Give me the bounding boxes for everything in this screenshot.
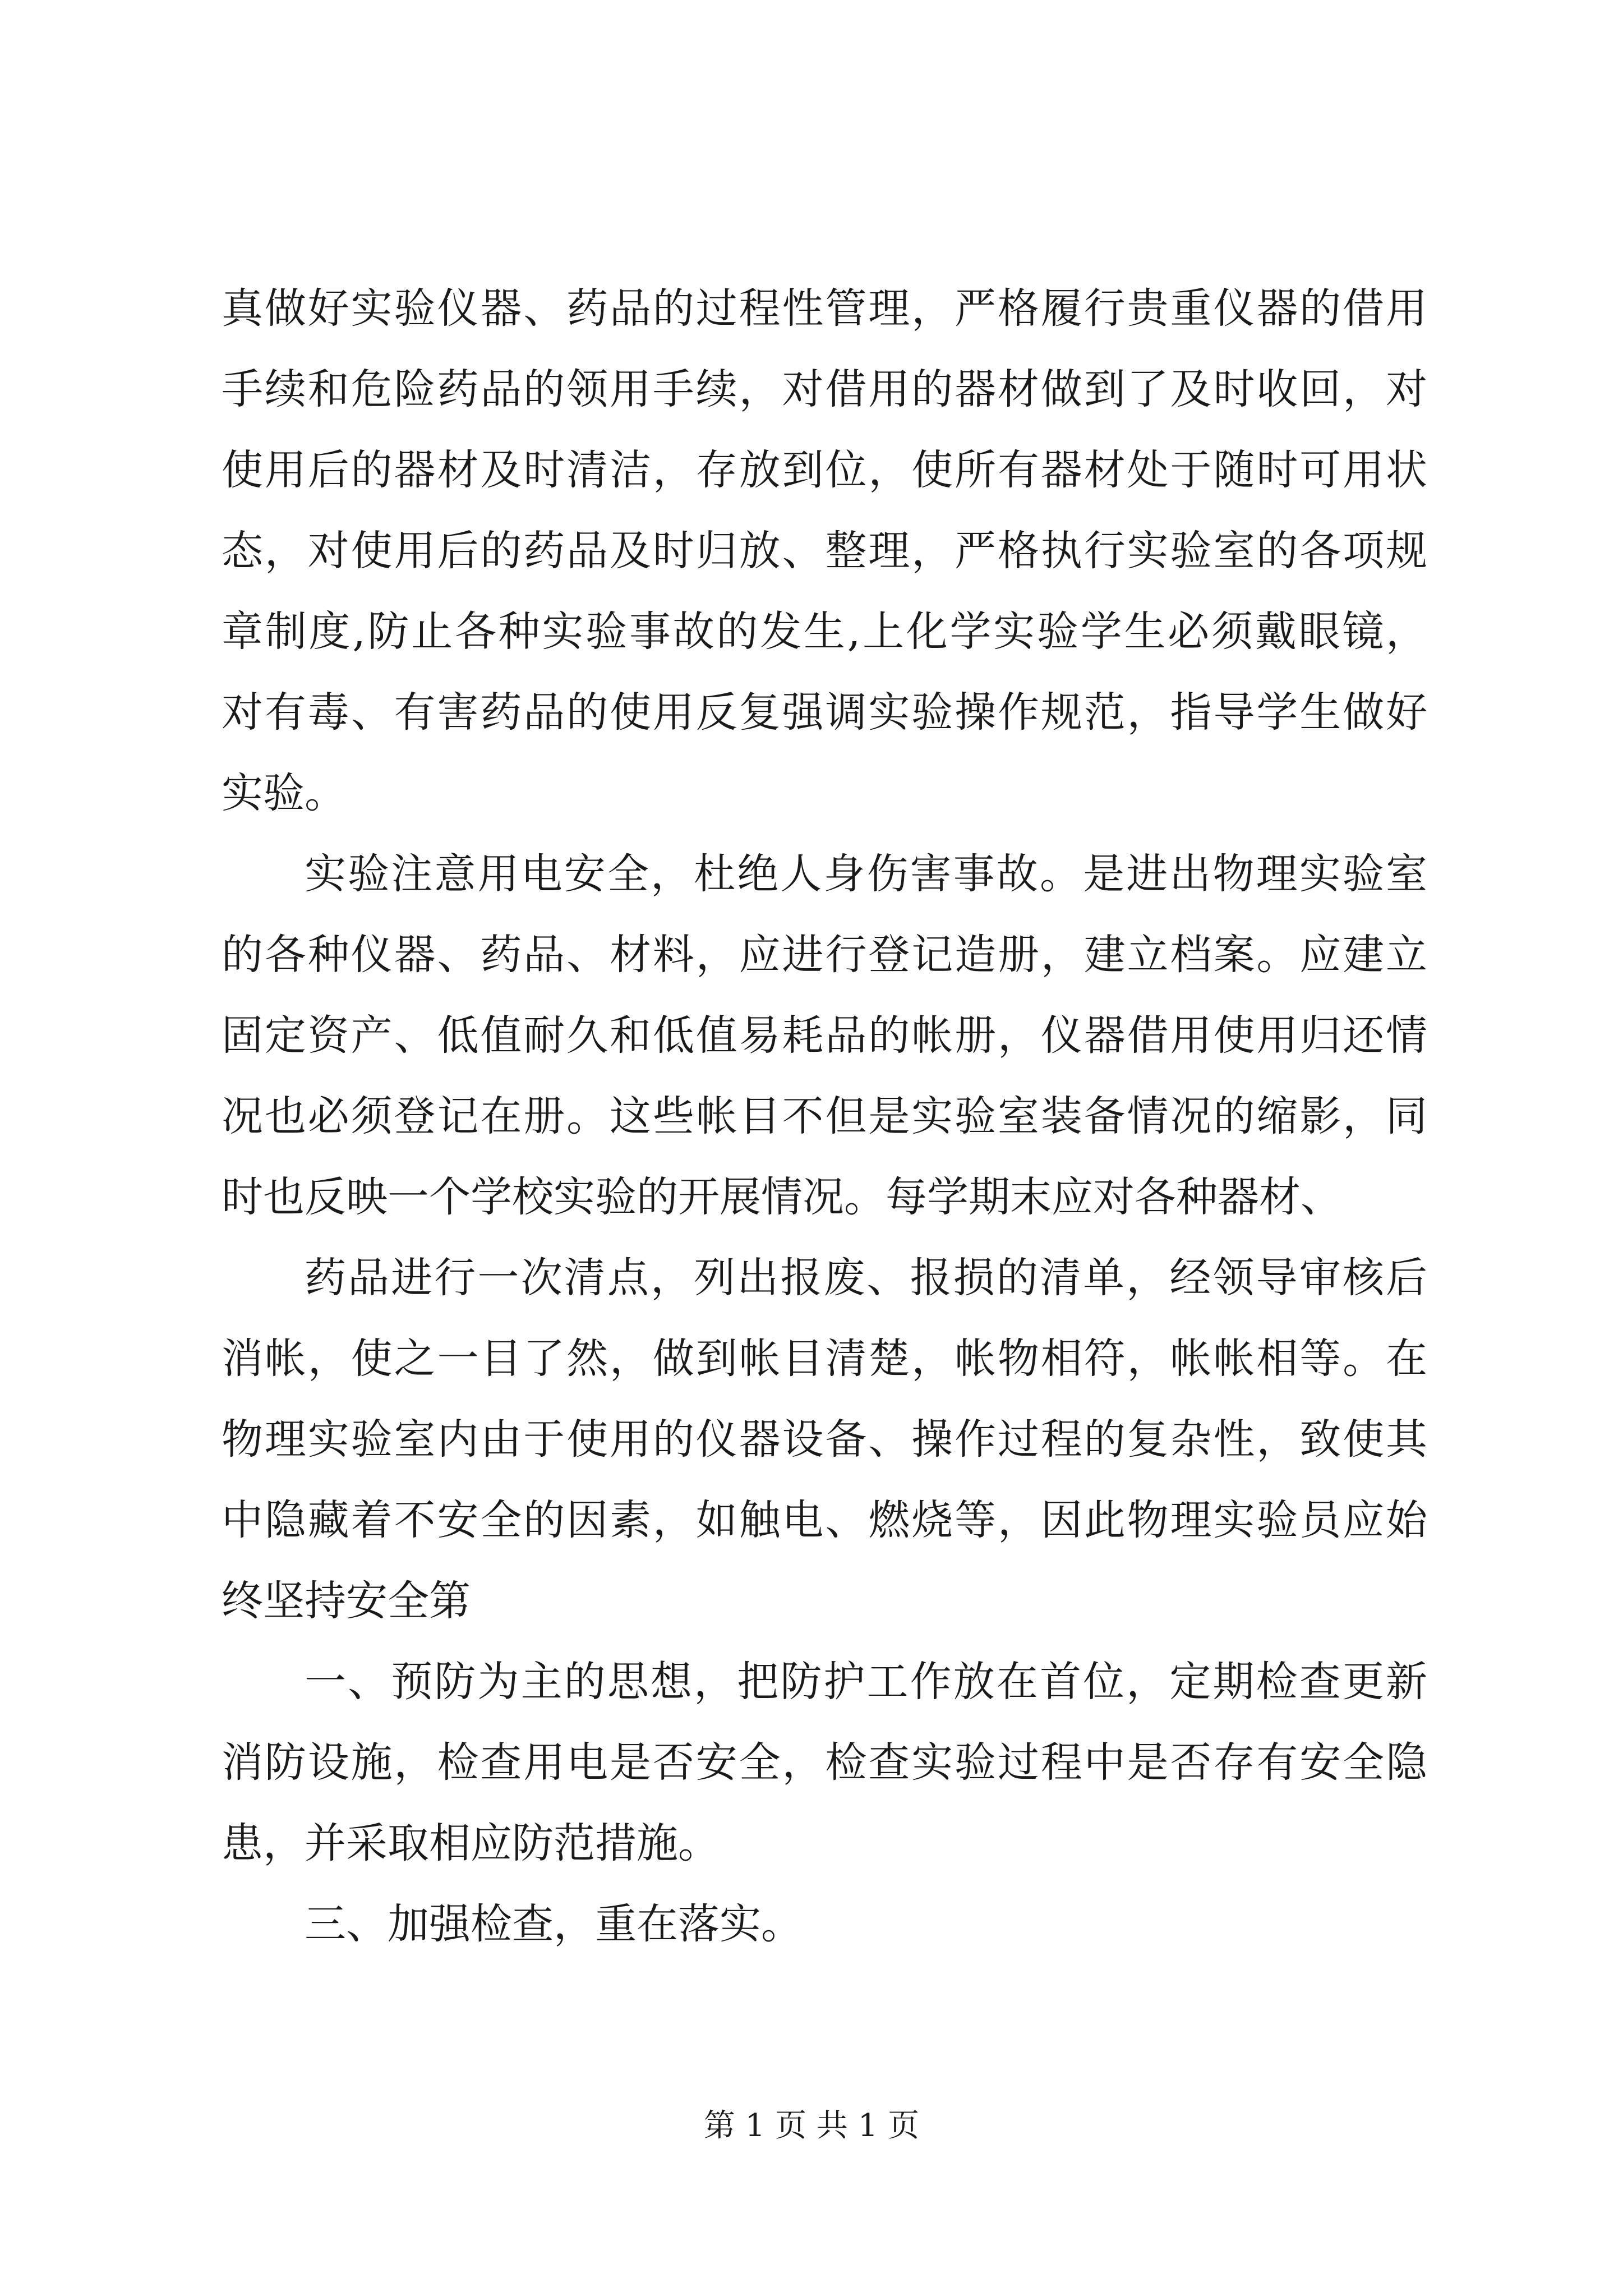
text-line: 真做好实验仪器、药品的过程性管理，严格履行贵重仪器的借用 — [222, 284, 1427, 333]
page-number-label: 第 1 页 共 1 页 — [703, 2108, 920, 2144]
text-line: 固定资产、低值耐久和低值易耗品的帐册，仪器借用使用归还情 — [222, 1011, 1427, 1060]
paragraph-1 — [222, 268, 1427, 834]
text-line: 章制度,防止各种实验事故的发生,上化学实验学生必须戴眼镜， — [222, 608, 1427, 656]
paragraph-2 — [222, 834, 1427, 1237]
paragraph-5 — [222, 1884, 1427, 1964]
text-line: 的各种仪器、药品、材料，应进行登记造册，建立档案。应建立 — [222, 931, 1427, 979]
text-line: 中隐藏着不安全的因素，如触电、燃烧等，因此物理实验员应始 — [222, 1496, 1427, 1544]
text-line: 实验注意用电安全，杜绝人身伤害事故。是进出物理实验室 — [305, 850, 1427, 898]
text-line: 手续和危险药品的领用手续，对借用的器材做到了及时收回，对 — [222, 365, 1427, 413]
text-line: 消帐，使之一目了然，做到帐目清楚，帐物相符，帐帐相等。在 — [222, 1335, 1427, 1383]
text-line: 一、预防为主的思想，把防护工作放在首位，定期检查更新 — [305, 1658, 1427, 1706]
paragraph-4 — [222, 1641, 1427, 1884]
text-line: 况也必须登记在册。这些帐目不但是实验室装备情况的缩影，同 — [222, 1092, 1427, 1140]
text-line: 终坚持安全第 — [222, 1577, 471, 1625]
text-line: 实验。 — [222, 769, 346, 817]
body-text — [222, 268, 1427, 1964]
text-line: 时也反映一个学校实验的开展情况。每学期末应对各种器材、 — [222, 1173, 1342, 1221]
text-line: 使用后的器材及时清洁，存放到位，使所有器材处于随时可用状 — [222, 446, 1427, 494]
text-line: 药品进行一次清点，列出报废、报损的清单，经领导审核后 — [305, 1254, 1427, 1302]
text-line: 三、加强检查，重在落实。 — [305, 1900, 803, 1948]
page-footer — [0, 2104, 1623, 2148]
text-line: 患，并采取相应防范措施。 — [222, 1819, 720, 1867]
text-line: 物理实验室内由于使用的仪器设备、操作过程的复杂性，致使其 — [222, 1415, 1427, 1464]
text-line: 消防设施，检查用电是否安全，检查实验过程中是否存有安全隐 — [222, 1738, 1427, 1787]
text-line: 对有毒、有害药品的使用反复强调实验操作规范，指导学生做好 — [222, 688, 1427, 737]
paragraph-3 — [222, 1237, 1427, 1641]
text-line: 态，对使用后的药品及时归放、整理，严格执行实验室的各项规 — [222, 527, 1427, 575]
